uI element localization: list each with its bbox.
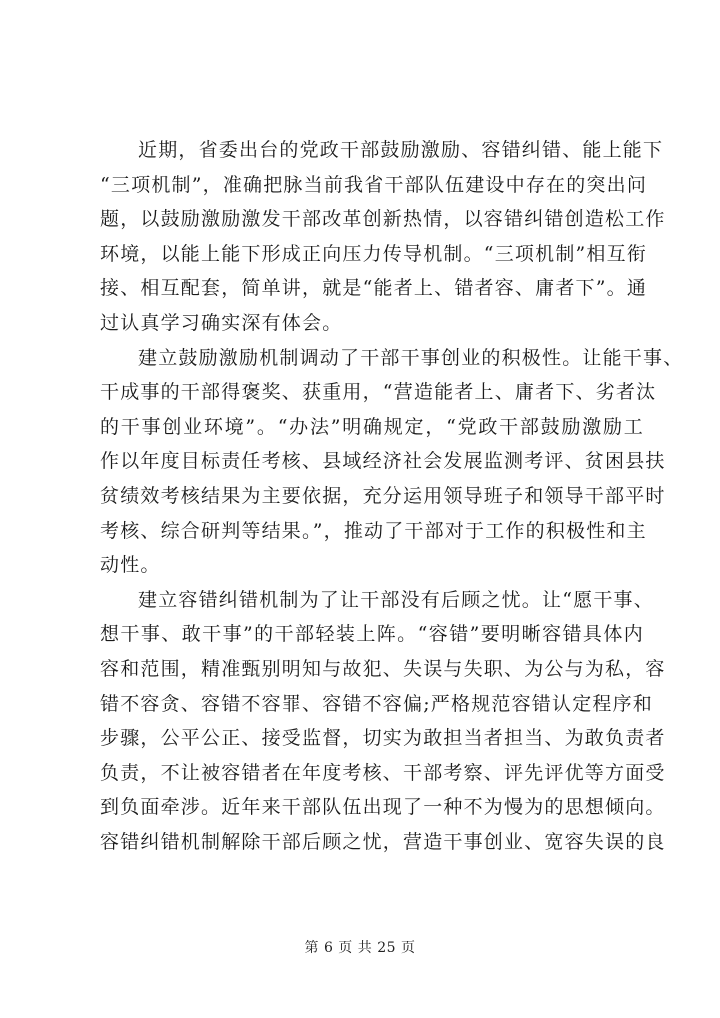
paragraph-line: 贫绩效考核结果为主要依据，充分运用领导班子和领导干部平时 — [100, 484, 666, 507]
paragraph-line: 过认真学习确实深有体会。 — [100, 311, 343, 334]
paragraph-line: 错不容贪、容错不容罪、容错不容偏;严格规范容错认定程序和 — [100, 692, 654, 715]
paragraph-line: 负责，不让被容错者在年度考核、干部考察、评先评优等方面受 — [100, 761, 666, 784]
paragraph-line: 作以年度目标责任考核、县域经济社会发展监测考评、贫困县扶 — [100, 450, 666, 473]
paragraph-line: 题，以鼓励激励激发干部改革创新热情，以容错纠错创造松工作 — [100, 208, 666, 231]
paragraph-line: 接、相互配套，简单讲，就是“能者上、错者容、庸者下”。通 — [100, 277, 648, 300]
document-body — [100, 133, 684, 859]
paragraph-line: “三项机制”，准确把脉当前我省干部队伍建设中存在的突出问 — [100, 173, 648, 196]
paragraph-line: 建立鼓励激励机制调动了干部干事创业的积极性。让能干事、 — [138, 346, 684, 369]
page-number-footer: 第 6 页 共 25 页 — [304, 940, 416, 956]
paragraph-line: 到负面牵涉。近年来干部队伍出现了一种不为慢为的思想倾向。 — [100, 796, 666, 819]
paragraph-line: 容和范围，精准甄别明知与故犯、失误与失职、为公与为私，容 — [100, 657, 666, 680]
paragraph-line: 想干事、敢干事”的干部轻装上阵。“容错”要明晰容错具体内 — [100, 623, 644, 646]
paragraph-line: 的干事创业环境”。“办法”明确规定，“党政干部鼓励激励工 — [100, 415, 644, 438]
paragraph-line: 近期，省委出台的党政干部鼓励激励、容错纠错、能上能下 — [138, 139, 664, 161]
paragraph-line: 步骤，公平公正、接受监督，切实为敢担当者担当、为敢负责者 — [100, 727, 666, 750]
paragraph-line: 环境，以能上能下形成正向压力传导机制。“三项机制”相互衔 — [100, 242, 648, 265]
paragraph-line: 动性。 — [100, 554, 161, 577]
paragraph-line: 建立容错纠错机制为了让干部没有后顾之忧。让“愿干事、 — [138, 588, 654, 611]
paragraph-line: 考核、综合研判等结果。”，推动了干部对于工作的积极性和主 — [100, 519, 647, 542]
paragraph-line: 容错纠错机制解除干部后顾之忧，营造干事创业、宽容失误的良 — [100, 830, 666, 853]
paragraph-line: 干成事的干部得褒奖、获重用，“营造能者上、庸者下、劣者汰 — [100, 381, 657, 404]
